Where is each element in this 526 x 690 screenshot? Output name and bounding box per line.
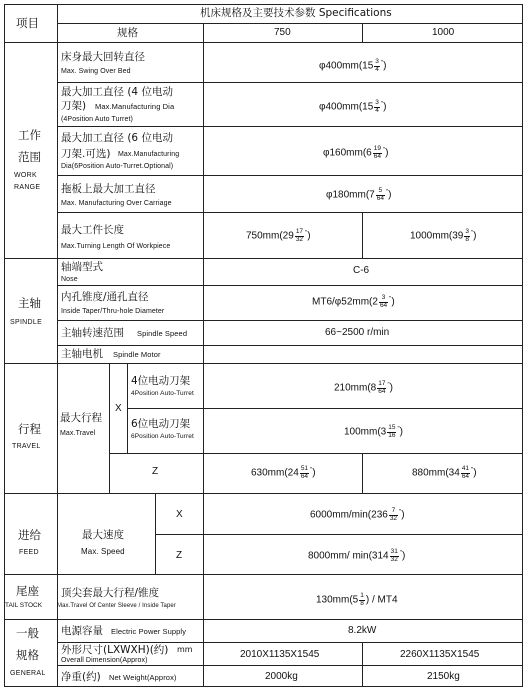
work-range-cn1: 工作	[18, 128, 41, 142]
weight-750-value: 2000kg	[265, 671, 298, 682]
mfg-dia4-cn1: 最大加工直径 (4 位电动	[61, 86, 173, 98]
spindle-speed-value: 66~2500 r/min	[325, 327, 390, 338]
feed-label-cn: 最大速度	[82, 529, 124, 541]
travel-label-cell	[57, 363, 110, 494]
swing-carriage-value: φ180mm(7 $\frac{5}{64}$ ")	[326, 187, 392, 202]
swing-bed-en: Max. Swing Over Bed	[61, 68, 131, 75]
feed-x-value: 6000mm/min(236 $\frac{7}{32}$ ")	[310, 507, 405, 522]
turning-length-750-value: 750mm(29 $\frac{17}{32}$ ")	[246, 228, 311, 243]
feed-cn: 进给	[18, 528, 41, 542]
power-value: 8.2kW	[348, 625, 377, 636]
spindle-speed-en: Spindle Speed	[137, 329, 188, 338]
dimension-en: Overall Dimension(Approx)	[61, 657, 148, 664]
header-spec-label: 规格	[117, 27, 138, 39]
mfg-dia4-en1: Max.Manufacturing Dia	[95, 102, 175, 111]
power-en: Electric Power Supply	[111, 627, 187, 636]
travel-x-label: X	[115, 403, 122, 414]
dimension-750-value: 2010X1135X1545	[240, 649, 320, 660]
page-title: 机床规格及主要技术参数 Specifications	[200, 7, 392, 19]
weight-1000-value: 2150kg	[427, 671, 460, 682]
general-cn2: 规格	[16, 648, 39, 662]
tailstock-label-en: Max.Travel Of Center Sleeve / Inside Taper	[57, 603, 176, 609]
feed-x-label: X	[176, 509, 183, 520]
spindle-motor-value-cell	[203, 345, 523, 364]
swing-bed-value: φ400mm(15 $\frac{3}{4}$ ")	[319, 58, 387, 73]
power-cn: 电源容量	[61, 625, 103, 637]
work-range-cn2: 范围	[18, 150, 41, 164]
feed-z-value: 8000mm/ min(314 $\frac{31}{32}$ ")	[308, 548, 406, 563]
tailstock-cn: 尾座	[16, 584, 39, 598]
travel-en: TRAVEL	[12, 443, 41, 450]
mfg-dia4-cn2: 刀架)	[61, 100, 87, 112]
mfg-dia4-en2: (4Position Auto Turret)	[61, 116, 133, 123]
header-item-label: 项目	[16, 16, 39, 30]
spindle-motor-cn: 主轴电机	[61, 348, 103, 360]
tailstock-value: 130mm(5 $\frac{1}{8}$ ) / MT4	[316, 592, 398, 607]
tailstock-en: TAIL STOCK	[5, 602, 43, 609]
travel-x6-value: 100mm(3 $\frac{15}{16}$ ")	[344, 424, 403, 439]
travel-label-cn: 最大行程	[60, 412, 102, 424]
feed-en: FEED	[19, 549, 39, 556]
mfg-dia4-value: φ400mm(15 $\frac{3}{4}$ ")	[319, 99, 387, 114]
mfg-dia6-value: φ160mm(6 $\frac{19}{64}$ ")	[323, 145, 389, 160]
spindle-cat-cell	[4, 258, 58, 364]
spindle-en: SPINDLE	[10, 319, 43, 326]
travel-x6-en: 6Position Auto-Turret	[131, 433, 194, 440]
taper-cn: 内孔锥度/通孔直径	[61, 291, 149, 303]
work-range-en2: RANGE	[14, 184, 41, 191]
feed-label-en: Max. Speed	[81, 547, 125, 556]
mfg-dia6-cn2: 刀架.可选)	[61, 148, 111, 160]
travel-cn: 行程	[18, 422, 41, 436]
turning-length-en: Max.Turning Length Of Workpiece	[61, 243, 171, 250]
swing-bed-cn: 床身最大回转直径	[61, 51, 145, 63]
travel-x6-label-cell	[127, 408, 204, 454]
nose-cn: 轴端型式	[61, 261, 103, 273]
nose-en: Nose	[61, 276, 78, 283]
general-en: GENERAL	[10, 670, 46, 677]
feed-z-label: Z	[176, 550, 183, 561]
tailstock-label-cn: 顶尖套最大行程/锥度	[61, 587, 160, 599]
travel-z-1000-value: 880mm(34 $\frac{41}{64}$ ")	[412, 465, 477, 480]
travel-z-750-value: 630mm(24 $\frac{51}{64}$ ")	[251, 465, 316, 480]
weight-en: Net Weight(Approx)	[109, 673, 177, 682]
travel-x6-cn: 6位电动刀架	[131, 418, 191, 430]
travel-z-label: Z	[152, 466, 159, 477]
weight-cn: 净重(约)	[61, 671, 101, 683]
mfg-dia6-en2: Dia(6Position Auto-Turret.Optional)	[61, 163, 174, 170]
mfg-dia6-cn1: 最大加工直径 (6 位电动	[61, 132, 173, 144]
travel-label-en: Max.Travel	[60, 430, 96, 437]
travel-x4-en: 4Position Auto-Turret	[131, 390, 194, 397]
nose-value: C-6	[353, 265, 370, 276]
general-cn1: 一般	[16, 626, 39, 640]
spindle-cn: 主轴	[18, 296, 41, 310]
turning-length-1000-value: 1000mm(39 $\frac{3}{8}$ ")	[410, 228, 477, 243]
spindle-speed-cn: 主轴转速范围	[61, 327, 124, 339]
swing-carriage-en: Max. Manufacturing Over Carriage	[61, 200, 172, 207]
dimension-unit: mm	[177, 645, 193, 654]
turning-length-cn: 最大工件长度	[61, 224, 124, 236]
header-1000-label: 1000	[432, 27, 455, 38]
work-range-en1: WORK	[14, 172, 37, 179]
taper-en: Inside Taper/Thru-hole Diameter	[61, 308, 165, 315]
swing-carriage-cn: 拖板上最大加工直径	[61, 183, 156, 195]
travel-x4-value: 210mm(8 $\frac{17}{64}$ ")	[334, 380, 393, 395]
spindle-motor-en: Spindle Motor	[113, 350, 161, 359]
travel-x4-cn: 4位电动刀架	[131, 375, 191, 387]
dimension-1000-value: 2260X1135X1545	[400, 649, 480, 660]
dimension-cn: 外形尺寸(LXWXH)(约)	[61, 644, 169, 656]
taper-value: MT6/φ52mm(2 $\frac{3}{64}$ ")	[312, 294, 395, 309]
mfg-dia6-en1: Max.Manufacturing	[118, 151, 180, 158]
header-750-label: 750	[274, 27, 291, 38]
